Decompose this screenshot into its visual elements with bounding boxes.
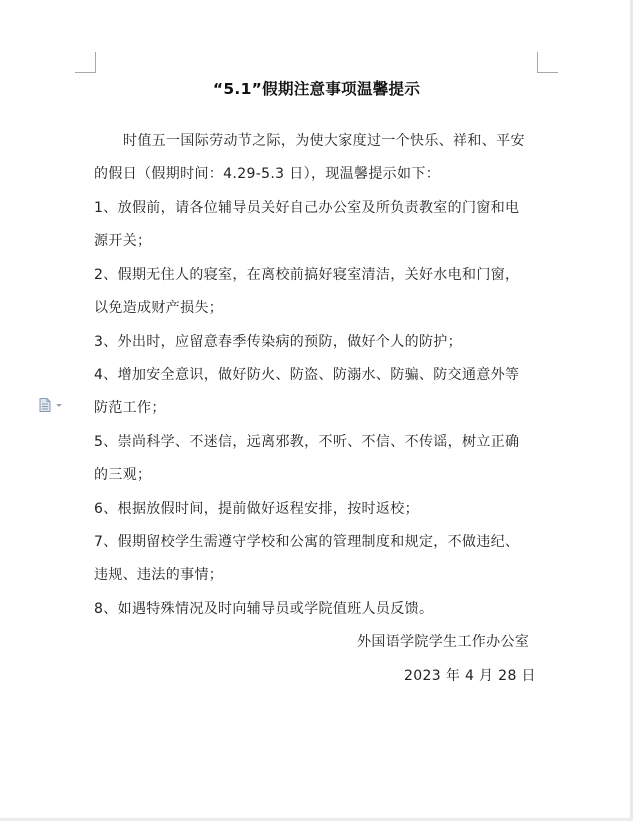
item-6-line-1: 6、根据放假时间，提前做好返程安排，按时返校； [94, 501, 419, 517]
signature-date: 2023 年 4 月 28 日 [404, 668, 536, 684]
item-3-line-1: 3、外出时，应留意春季传染病的预防，做好个人的防护； [94, 334, 463, 350]
margin-corner-top-left [75, 52, 96, 73]
item-4-line-1: 4、增加安全意识，做好防火、防盗、防溺水、防骗、防交通意外等 [94, 367, 520, 383]
item-8-line-1: 8、如遇特殊情况及时向辅导员或学院值班人员反馈。 [94, 601, 434, 617]
document-title: “5.1”假期注意事项温馨提示 [212, 80, 421, 98]
item-4-line-2: 防范工作； [94, 400, 166, 416]
margin-corner-top-right [537, 52, 558, 73]
item-1-line-2: 源开关； [94, 233, 152, 249]
document-icon[interactable] [38, 397, 64, 411]
item-7-line-1: 7、假期留校学生需遵守学校和公寓的管理制度和规定，不做违纪、 [94, 534, 520, 550]
intro-line-1: 时值五一国际劳动节之际，为使大家度过一个快乐、祥和、平安 [123, 133, 525, 149]
item-7-line-2: 违规、违法的事情； [94, 567, 224, 583]
intro-line-2: 的假日（假期时间：4.29-5.3 日），现温馨提示如下： [94, 166, 441, 182]
item-2-line-1: 2、假期无住人的寝室，在离校前搞好寝室清洁，关好水电和门窗， [94, 267, 520, 283]
item-5-line-2: 的三观； [94, 467, 152, 483]
item-5-line-1: 5、崇尚科学、不迷信，远离邪教，不听、不信、不传谣，树立正确 [94, 434, 520, 450]
item-2-line-2: 以免造成财产损失； [94, 300, 224, 316]
signature-office: 外国语学院学生工作办公室 [357, 634, 530, 650]
item-1-line-1: 1、放假前，请各位辅导员关好自己办公室及所负责教室的门窗和电 [94, 200, 520, 216]
